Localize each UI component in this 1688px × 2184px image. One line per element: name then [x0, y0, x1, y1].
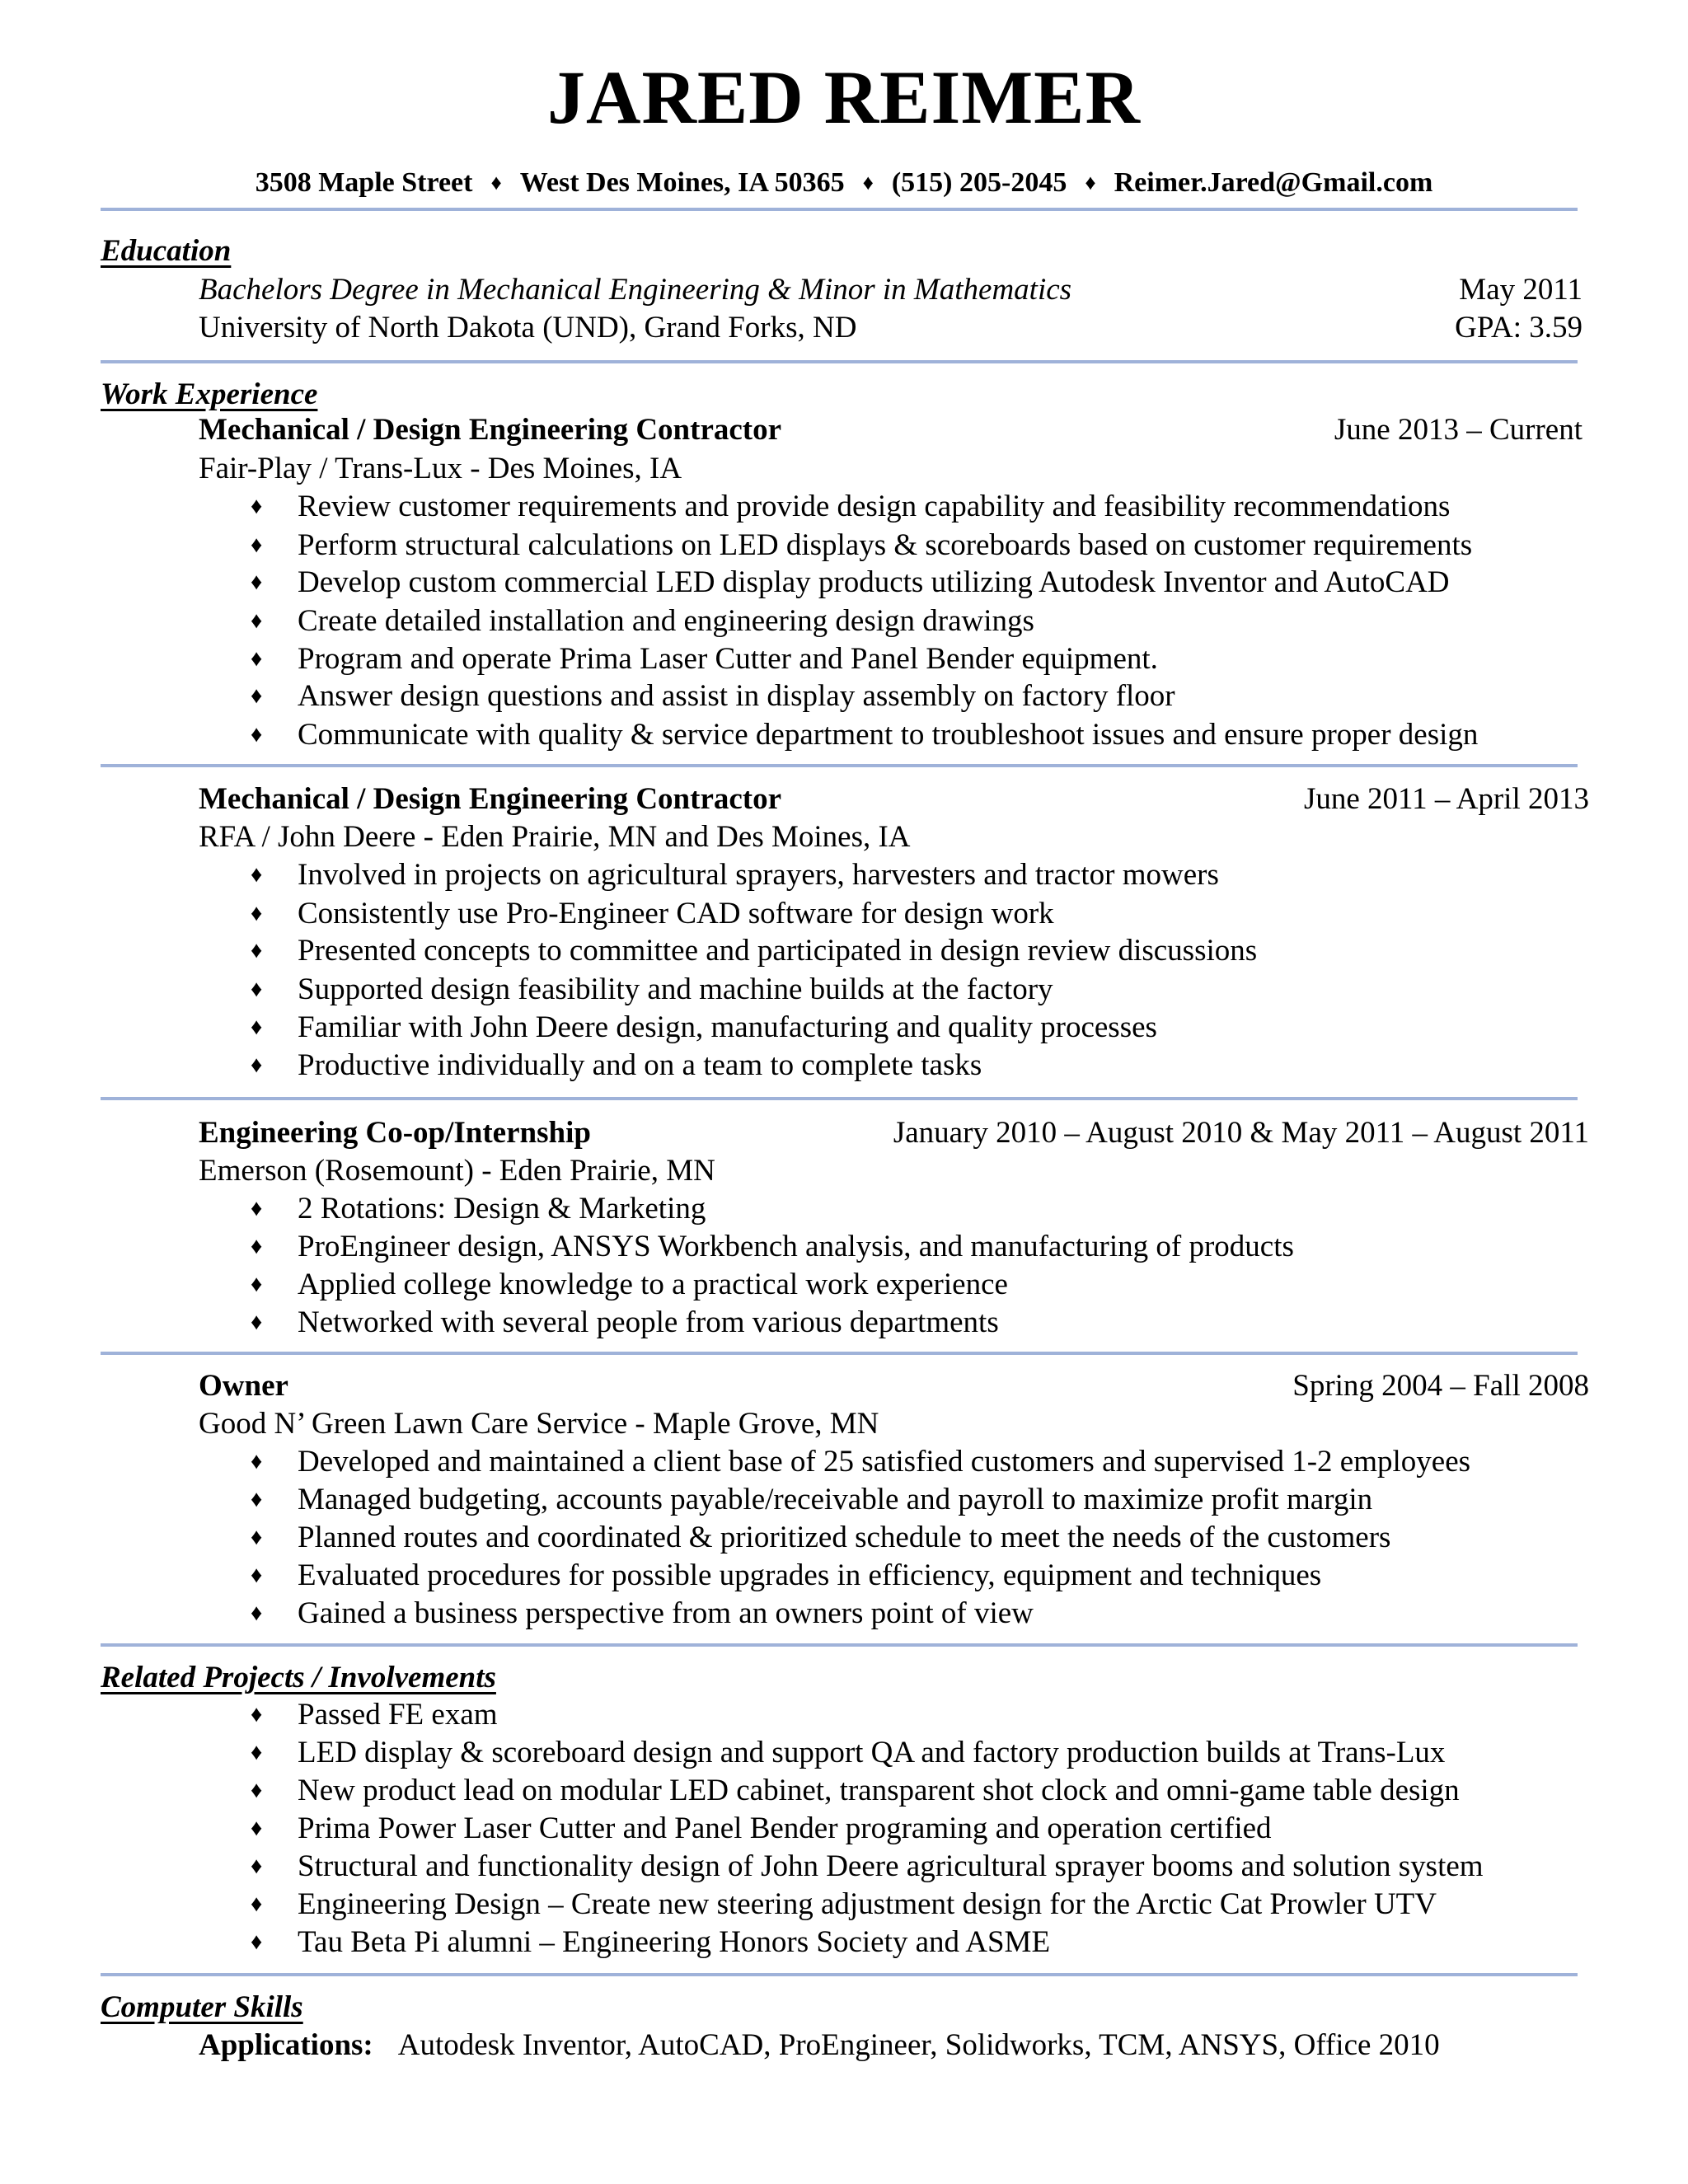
job-dates: June 2011 – April 2013 — [1303, 782, 1589, 816]
diamond-bullet-icon: ♦ — [251, 494, 263, 519]
diamond-bullet-icon: ♦ — [251, 862, 263, 888]
diamond-bullet-icon: ♦ — [251, 646, 263, 672]
degree: Bachelors Degree in Mechanical Engineering & Minor in Mathematics — [199, 273, 1072, 307]
work-heading-row — [0, 376, 1688, 414]
list-item: ♦ Planned routes and coordinated & prioritized schedule to meet the needs of the customers — [0, 1519, 1688, 1557]
diamond-bullet-icon: ♦ — [251, 1601, 263, 1626]
list-item: ♦ Perform structural calculations on LED displays & scoreboards based on customer requirements — [0, 527, 1688, 565]
list-item: ♦ Familiar with John Deere design, manufacturing and quality processes — [0, 1009, 1688, 1047]
list-item: ♦ Tau Beta Pi alumni – Engineering Honors Society and ASME — [0, 1924, 1688, 1961]
gpa: GPA: 3.59 — [1455, 311, 1582, 344]
diamond-bullet-icon: ♦ — [251, 1702, 263, 1727]
list-item: ♦ Develop custom commercial LED display products utilizing Autodesk Inventor and AutoCAD — [0, 564, 1688, 602]
section-divider — [101, 1973, 1578, 1976]
section-heading-work-experience: Work Experience — [101, 377, 318, 411]
diamond-bullet-icon: ♦ — [251, 1929, 263, 1955]
section-heading-projects: Related Projects / Involvements — [101, 1661, 496, 1694]
diamond-bullet-icon: ♦ — [251, 1015, 263, 1040]
section-divider — [101, 1643, 1578, 1647]
list-item: ♦ Gained a business perspective from an owners point of view — [0, 1595, 1688, 1633]
list-item: ♦ Consistently use Pro-Engineer CAD software for design work — [0, 895, 1688, 933]
skills-row — [0, 2027, 1688, 2064]
contact-email[interactable]: Reimer.Jared@Gmail.com — [1114, 167, 1433, 198]
education-heading-row — [0, 232, 1688, 270]
list-item: ♦ Presented concepts to committee and participated in design review discussions — [0, 932, 1688, 970]
job-title-row — [0, 1367, 1688, 1405]
list-item: ♦ Networked with several people from various departments — [0, 1304, 1688, 1342]
contact-line — [0, 169, 1688, 197]
list-item: ♦ Evaluated procedures for possible upgrades in efficiency, equipment and techniques — [0, 1557, 1688, 1595]
job-dates: Spring 2004 – Fall 2008 — [1292, 1369, 1589, 1403]
job-title: Mechanical / Design Engineering Contractor — [199, 413, 782, 447]
diamond-bullet-icon: ♦ — [251, 1525, 263, 1550]
list-item: ♦ Create detailed installation and engineering design drawings — [0, 602, 1688, 640]
projects-heading-row — [0, 1659, 1688, 1697]
applicant-name: JARED REIMER — [547, 55, 1141, 139]
diamond-bullet-icon: ♦ — [251, 938, 263, 963]
section-heading-computer-skills: Computer Skills — [101, 1990, 303, 2024]
job-company-row — [0, 818, 1688, 856]
job-title-row — [0, 1114, 1688, 1152]
diamond-bullet-icon: ♦ — [251, 1052, 263, 1078]
list-item: ♦ Engineering Design – Create new steering adjustment design for the Arctic Cat Prowler UTV — [0, 1886, 1688, 1924]
section-divider — [101, 764, 1578, 767]
diamond-bullet-icon: ♦ — [251, 1563, 263, 1588]
section-divider — [101, 1352, 1578, 1355]
list-item: ♦ Structural and functionality design of John Deere agricultural sprayer booms and solution system — [0, 1848, 1688, 1886]
graduation-date: May 2011 — [1459, 273, 1582, 307]
job-company: Emerson (Rosemount) - Eden Prairie, MN — [199, 1154, 715, 1188]
diamond-bullet-icon: ♦ — [251, 1816, 263, 1841]
list-item: ♦ Managed budgeting, accounts payable/receivable and payroll to maximize profit margin — [0, 1481, 1688, 1519]
diamond-bullet-icon: ♦ — [251, 1740, 263, 1765]
diamond-bullet-icon: ♦ — [251, 1449, 263, 1474]
job-dates: June 2013 – Current — [1334, 413, 1582, 447]
job-title: Engineering Co-op/Internship — [199, 1116, 591, 1150]
list-item: ♦ Productive individually and on a team to complete tasks — [0, 1047, 1688, 1085]
diamond-bullet-icon: ♦ — [251, 901, 263, 926]
contact-city: West Des Moines, IA 50365 — [519, 167, 845, 198]
diamond-bullet-icon: ♦ — [251, 1891, 263, 1917]
list-item: ♦ Program and operate Prima Laser Cutter and Panel Bender equipment. — [0, 640, 1688, 678]
diamond-bullet-icon: ♦ — [251, 977, 263, 1002]
list-item: ♦ Answer design questions and assist in display assembly on factory floor — [0, 677, 1688, 715]
section-divider — [101, 1097, 1578, 1100]
diamond-bullet-icon: ♦ — [251, 532, 263, 558]
list-item: ♦ Passed FE exam — [0, 1696, 1688, 1734]
diamond-bullet-icon: ♦ — [251, 1272, 263, 1297]
diamond-bullet-icon: ♦ — [251, 608, 263, 634]
job-title-row — [0, 780, 1688, 818]
job-title-row — [0, 411, 1688, 449]
job-company: Fair-Play / Trans-Lux - Des Moines, IA — [199, 452, 682, 485]
list-item: ♦ Prima Power Laser Cutter and Panel Bender programing and operation certified — [0, 1810, 1688, 1848]
skills-label: Applications: — [199, 2028, 373, 2062]
list-item: ♦ New product lead on modular LED cabinet, transparent shot clock and omni-game table design — [0, 1772, 1688, 1810]
job-company-row — [0, 1152, 1688, 1190]
job-company: Good N’ Green Lawn Care Service - Maple Grove, MN — [199, 1407, 879, 1441]
diamond-separator-icon: ♦ — [490, 171, 502, 194]
job-title: Mechanical / Design Engineering Contractor — [199, 782, 782, 816]
list-item: ♦ ProEngineer design, ANSYS Workbench analysis, and manufacturing of products — [0, 1228, 1688, 1266]
skills-value: Autodesk Inventor, AutoCAD, ProEngineer, Solidworks, TCM, ANSYS, Office 2010 — [397, 2028, 1440, 2062]
list-item: ♦ LED display & scoreboard design and support QA and factory production builds at Trans-Lux — [0, 1734, 1688, 1772]
diamond-bullet-icon: ♦ — [251, 1234, 263, 1259]
list-item: ♦ Review customer requirements and provide design capability and feasibility recommendations — [0, 488, 1688, 526]
job-company-row — [0, 450, 1688, 488]
list-item: ♦ Supported design feasibility and machine builds at the factory — [0, 971, 1688, 1009]
diamond-separator-icon: ♦ — [862, 171, 874, 194]
diamond-bullet-icon: ♦ — [251, 683, 263, 709]
job-company-row — [0, 1405, 1688, 1443]
school: University of North Dakota (UND), Grand Forks, ND — [199, 311, 857, 344]
list-item: ♦ Communicate with quality & service department to troubleshoot issues and ensure proper design — [0, 716, 1688, 754]
section-divider — [101, 360, 1578, 363]
skills-heading-row — [0, 1989, 1688, 2027]
job-dates: January 2010 – August 2010 & May 2011 – August 2011 — [893, 1116, 1589, 1150]
section-divider — [101, 208, 1578, 211]
diamond-bullet-icon: ♦ — [251, 1854, 263, 1879]
diamond-bullet-icon: ♦ — [251, 722, 263, 748]
diamond-bullet-icon: ♦ — [251, 1310, 263, 1335]
job-title: Owner — [199, 1369, 288, 1403]
diamond-bullet-icon: ♦ — [251, 569, 263, 595]
list-item: ♦ Applied college knowledge to a practical work experience — [0, 1266, 1688, 1304]
list-item: ♦ 2 Rotations: Design & Marketing — [0, 1190, 1688, 1228]
education-school-row — [0, 309, 1688, 347]
list-item: ♦ Developed and maintained a client base of 25 satisfied customers and supervised 1-2 employees — [0, 1443, 1688, 1481]
diamond-separator-icon: ♦ — [1085, 171, 1096, 194]
contact-phone: (515) 205-2045 — [891, 167, 1067, 198]
education-degree-row — [0, 271, 1688, 309]
diamond-bullet-icon: ♦ — [251, 1196, 263, 1221]
contact-address: 3508 Maple Street — [255, 167, 473, 198]
diamond-bullet-icon: ♦ — [251, 1487, 263, 1512]
section-heading-education: Education — [101, 234, 232, 268]
list-item: ♦ Involved in projects on agricultural sprayers, harvesters and tractor mowers — [0, 856, 1688, 894]
job-company: RFA / John Deere - Eden Prairie, MN and Des Moines, IA — [199, 820, 911, 854]
diamond-bullet-icon: ♦ — [251, 1778, 263, 1803]
